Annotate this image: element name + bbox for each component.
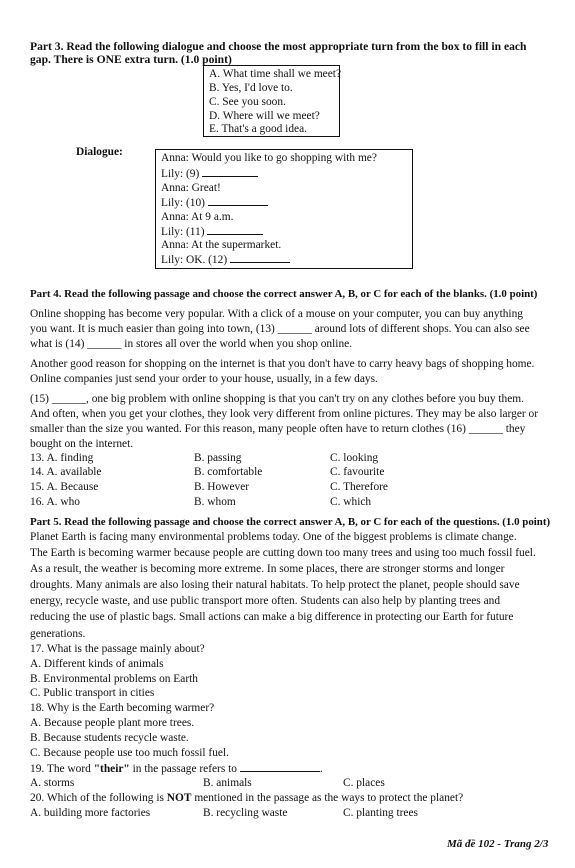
option-a: A. What time shall we meet? bbox=[209, 68, 342, 80]
part4-p1-line2: you want. It is much easier than going into town, (13) ______ around lots of different shops. You can also see bbox=[30, 323, 530, 335]
q18-option-a[interactable]: A. Because people plant more trees. bbox=[30, 717, 195, 729]
dialogue-box bbox=[155, 149, 413, 269]
q13-option-c[interactable]: C. looking bbox=[330, 452, 379, 464]
question-18: 18. Why is the Earth becoming warmer? bbox=[30, 702, 215, 714]
option-c: C. See you soon. bbox=[209, 96, 286, 108]
part4-p3-line3: smaller than the size you wanted. For this reason, many people often have to return clothes (16) ______ they bbox=[30, 423, 526, 435]
option-b: B. Yes, I'd love to. bbox=[209, 82, 293, 94]
q19-keyword: "their" bbox=[93, 763, 130, 775]
q14-option-a[interactable]: 14. A. available bbox=[30, 466, 102, 478]
q13-option-a[interactable]: 13. A. finding bbox=[30, 452, 94, 464]
q14-option-b[interactable]: B. comfortable bbox=[194, 466, 263, 478]
q13-option-b[interactable]: B. passing bbox=[194, 452, 242, 464]
q20-option-c[interactable]: C. planting trees bbox=[343, 807, 418, 819]
q19-option-b[interactable]: B. animals bbox=[203, 777, 252, 789]
part5-heading: Part 5. Read the following passage and choose the correct answer A, B, or C for each of the questions. (1.0 point) bbox=[30, 516, 551, 528]
blank-9 bbox=[202, 166, 258, 177]
part4-p1-line3: what is (14) ______ in stores all over the world when you shop online. bbox=[30, 338, 353, 350]
dialogue-line-5: Anna: At 9 a.m. bbox=[161, 211, 234, 223]
dialogue-line-2: Lily: (9) bbox=[161, 166, 258, 181]
dialogue-label: Dialogue: bbox=[76, 146, 123, 158]
part5-passage-line3: As a result, the weather is becoming more extreme. In some places, there are stronger storms and longer bbox=[30, 563, 505, 575]
question-17: 17. What is the passage mainly about? bbox=[30, 643, 205, 655]
part5-passage-line6: reducing the use of plastic bags. Small actions can make a big difference in protecting our Earth for future bbox=[30, 611, 514, 623]
q20-option-a[interactable]: A. building more factories bbox=[30, 807, 151, 819]
part4-p3-line4: bought on the internet. bbox=[30, 438, 134, 450]
blank-10 bbox=[208, 195, 268, 206]
q18-option-b[interactable]: B. Because students recycle waste. bbox=[30, 732, 189, 744]
options-box bbox=[203, 65, 340, 137]
q16-option-c[interactable]: C. which bbox=[330, 496, 372, 508]
part3-heading-line2: gap. There is ONE extra turn. (1.0 point) bbox=[30, 53, 232, 66]
part5-passage-line2: The Earth is becoming warmer because people are cutting down too many trees and using too much fossil fuel. bbox=[30, 547, 536, 559]
question-19: 19. The word "their" in the passage refers to . bbox=[30, 763, 323, 775]
q17-option-c[interactable]: C. Public transport in cities bbox=[30, 687, 155, 699]
part5-passage-line5: energy, recycle waste, and use public transport more often. Students can also help by planting trees and bbox=[30, 595, 501, 607]
dialogue-line-1: Anna: Would you like to go shopping with me? bbox=[161, 152, 377, 164]
blank-12 bbox=[230, 252, 290, 263]
part4-p2-line2: Online companies just send your order to your house, usually, in a few days. bbox=[30, 373, 378, 385]
q15-option-b[interactable]: B. However bbox=[194, 481, 250, 493]
part3-heading-line1: Part 3. Read the following dialogue and choose the most appropriate turn from the box to fill in each bbox=[30, 40, 527, 53]
option-d: D. Where will we meet? bbox=[209, 110, 320, 122]
dialogue-line-8: Lily: OK. (12) bbox=[161, 252, 290, 267]
dialogue-line-6: Lily: (11) bbox=[161, 224, 263, 239]
q16-option-a[interactable]: 16. A. who bbox=[30, 496, 80, 508]
q15-option-a[interactable]: 15. A. Because bbox=[30, 481, 99, 493]
blank-11 bbox=[207, 224, 263, 235]
dialogue-line-4: Lily: (10) bbox=[161, 195, 268, 210]
part4-p2-line1: Another good reason for shopping on the internet is that you don't have to carry heavy bags of shopping home. bbox=[30, 358, 535, 370]
q18-option-c[interactable]: C. Because people use too much fossil fuel. bbox=[30, 747, 229, 759]
part5-passage-line4: droughts. Many animals are also losing their natural habitats. To help protect the planet, people should save bbox=[30, 579, 520, 591]
option-e: E. That's a good idea. bbox=[209, 123, 308, 135]
question-20: 20. Which of the following is NOT mentioned in the passage as the ways to protect the planet? bbox=[30, 792, 464, 804]
dialogue-line-7: Anna: At the supermarket. bbox=[161, 239, 282, 251]
q20-keyword: NOT bbox=[166, 792, 192, 804]
blank-19 bbox=[240, 761, 320, 772]
q15-option-c[interactable]: C. Therefore bbox=[330, 481, 388, 493]
page-footer: Mã đề 102 - Trang 2/3 bbox=[447, 838, 549, 850]
q16-option-b[interactable]: B. whom bbox=[194, 496, 236, 508]
dialogue-line-3: Anna: Great! bbox=[161, 182, 221, 194]
q14-option-c[interactable]: C. favourite bbox=[330, 466, 385, 478]
part4-heading: Part 4. Read the following passage and choose the correct answer A, B, or C for each of the blanks. (1.0 point) bbox=[30, 288, 538, 300]
part4-p3-line1: (15) ______, one big problem with online shopping is that you can't try on any clothes before you buy them. bbox=[30, 393, 524, 405]
q17-option-a[interactable]: A. Different kinds of animals bbox=[30, 658, 164, 670]
part4-p3-line2: And often, when you get your clothes, they look very different from online pictures. They may be also larger or bbox=[30, 408, 539, 420]
q19-option-a[interactable]: A. storms bbox=[30, 777, 75, 789]
part5-passage-line7: generations. bbox=[30, 628, 86, 640]
q20-option-b[interactable]: B. recycling waste bbox=[203, 807, 288, 819]
q17-option-b[interactable]: B. Environmental problems on Earth bbox=[30, 673, 198, 685]
part4-p1-line1: Online shopping has become very popular. With a click of a mouse on your computer, you can buy anything bbox=[30, 308, 523, 320]
q19-option-c[interactable]: C. places bbox=[343, 777, 385, 789]
part5-passage-line1: Planet Earth is facing many environmental problems today. One of the biggest problems is climate change. bbox=[30, 531, 517, 543]
